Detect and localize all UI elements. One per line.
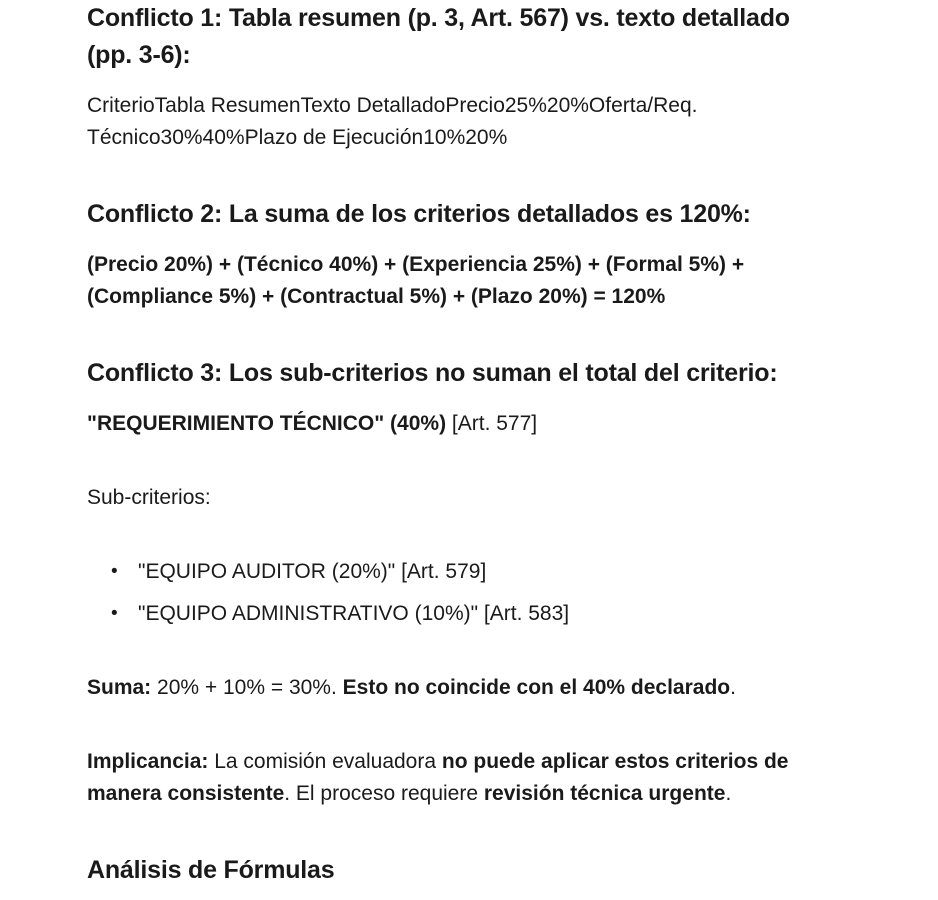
implication-label: Implicancia: <box>87 750 209 773</box>
list-item <box>87 598 832 630</box>
implication-text-1: La comisión evaluadora <box>208 750 442 773</box>
technical-requirement-name: "REQUERIMIENTO TÉCNICO" (40%) <box>87 412 447 435</box>
sum-period: . <box>730 676 736 699</box>
subcriteria-list <box>87 556 832 630</box>
formulas-analysis-heading: Análisis de Fórmulas <box>87 856 335 884</box>
implication-bold-1: no puede aplicar estos criterios de manera consistente <box>87 750 789 805</box>
sum-conclusion: Esto no coincide con el 40% declarado <box>342 676 731 699</box>
criteria-sum-formula: (Precio 20%) + (Técnico 40%) + (Experiencia 25%) + (Formal 5%) + (Compliance 5%) + (Contractual 5%) + (Plazo 20%) = 120% <box>87 253 745 308</box>
implication-line <box>87 746 832 810</box>
subcriterion-auditor: "EQUIPO AUDITOR (20%)" [Art. 579] <box>138 560 487 583</box>
conflict-2-heading: Conflicto 2: La suma de los criterios detallados es 120%: <box>87 200 751 228</box>
technical-requirement-line <box>87 408 832 440</box>
implication-period: . <box>725 782 732 805</box>
conflict-1-heading: Conflicto 1: Tabla resumen (p. 3, Art. 567) vs. texto detallado (pp. 3-6): <box>87 4 790 69</box>
bullet-icon: • <box>111 561 118 582</box>
list-item <box>87 556 832 588</box>
criteria-table-text: CriterioTabla ResumenTexto DetalladoPrecio25%20%Oferta/Req. Técnico30%40%Plazo de Ejecución10%20% <box>87 94 698 149</box>
sum-calculation: 20% + 10% = 30%. <box>151 676 343 699</box>
implication-text-2: . El proceso requiere <box>284 782 484 805</box>
technical-requirement-ref: [Art. 577] <box>446 412 538 435</box>
bullet-icon: • <box>111 603 118 624</box>
implication-bold-2: revisión técnica urgente <box>483 782 726 805</box>
conflict-3-heading: Conflicto 3: Los sub-criterios no suman el total del criterio: <box>87 359 778 387</box>
subcriteria-label: Sub-criterios: <box>87 486 211 509</box>
sum-label: Suma: <box>87 676 152 699</box>
subcriterion-administrativo: "EQUIPO ADMINISTRATIVO (10%)" [Art. 583] <box>138 602 570 625</box>
sum-line <box>87 672 832 704</box>
document-body <box>87 0 832 889</box>
